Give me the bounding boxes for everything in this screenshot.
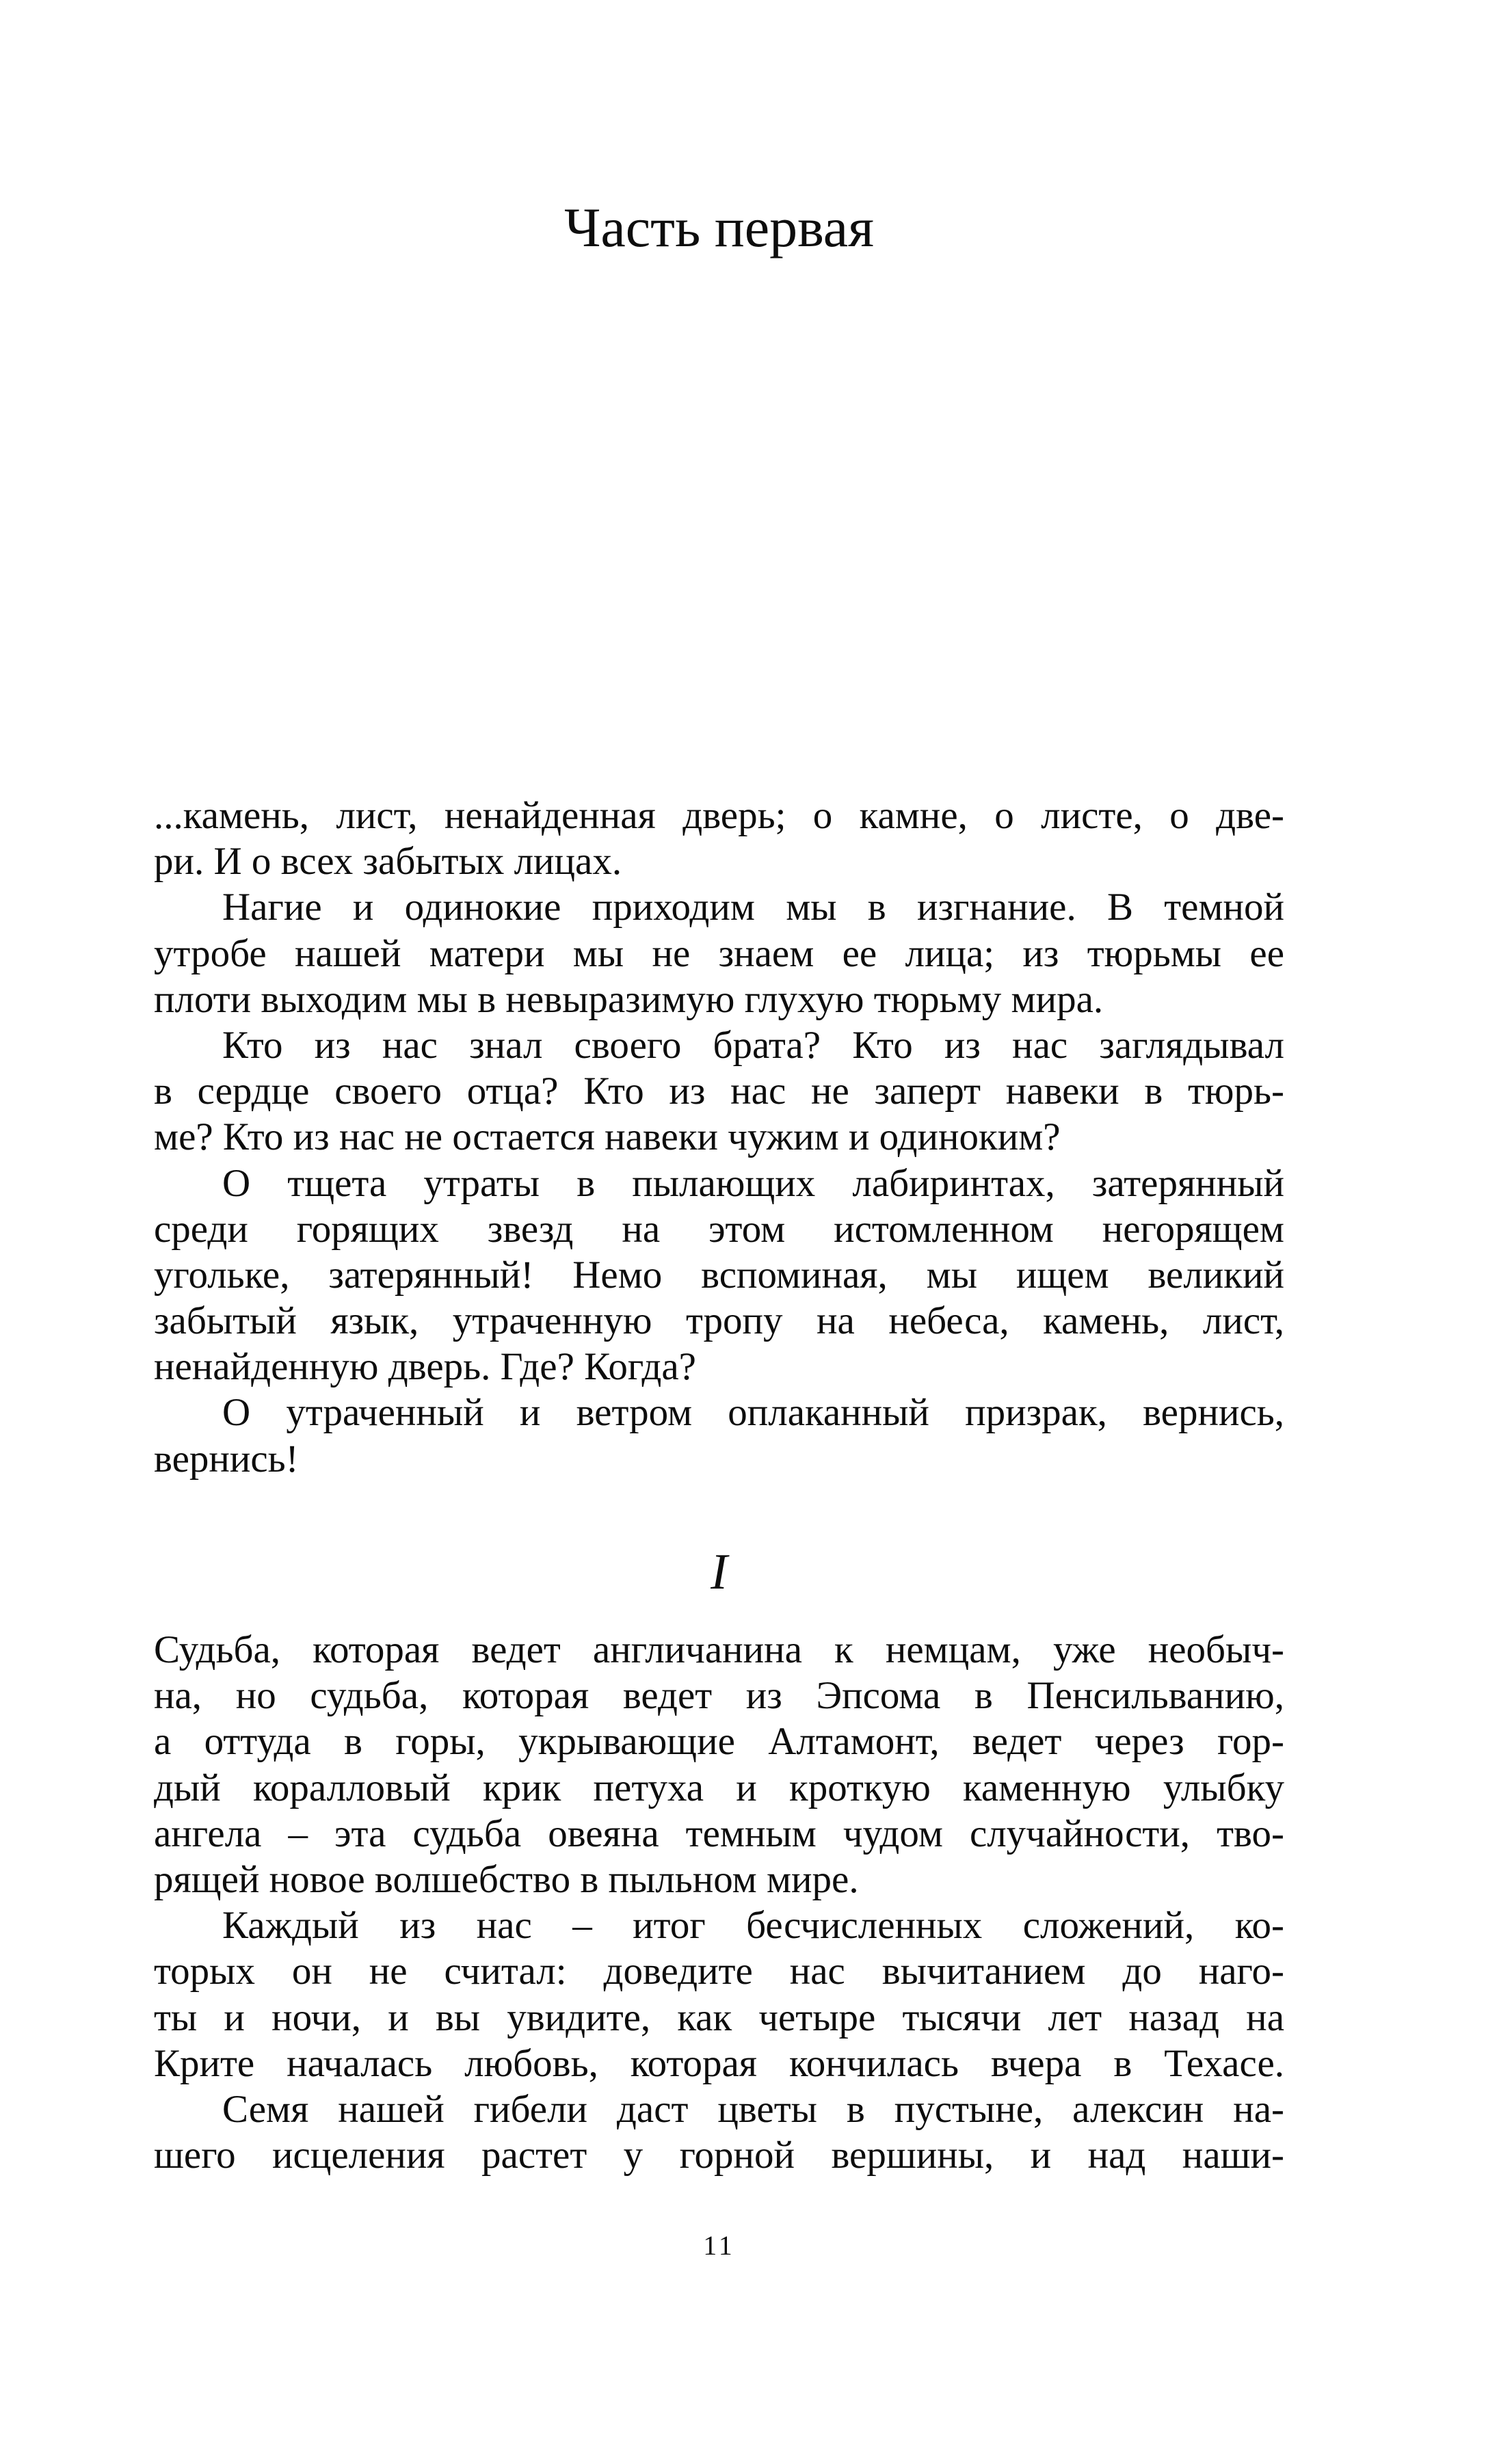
text-line: рящей новое волшебство в пыльном мире. [154, 1857, 859, 1901]
text-line: ты и ночи, и вы увидите, как четыре тысячи лет назад на [154, 1995, 1284, 2039]
text-line: шего исцеления растет у горной вершины, и над наши- [154, 2134, 1284, 2177]
paragraph [154, 2086, 1284, 2178]
text-line: плоти выходим мы в невыразимую глухую тюрьму мира. [154, 977, 1104, 1021]
epigraph-block [154, 793, 1284, 1482]
text-line: дый коралловый крик петуха и кроткую каменную улыбку [154, 1766, 1284, 1809]
section-heading: I [711, 1544, 728, 1600]
text-line: среди горящих звезд на этом истомленном негорящем [154, 1207, 1284, 1251]
text-line: забытый язык, утраченную тропу на небеса, камень, лист, [154, 1299, 1284, 1343]
text-line: угольке, затерянный! Немо вспоминая, мы ищем великий [154, 1253, 1284, 1297]
text-line: в сердце своего отца? Кто из нас не заперт навеки в тюрь- [154, 1070, 1284, 1113]
paragraph [154, 884, 1284, 1022]
paragraph [154, 1022, 1284, 1160]
text-line: утробе нашей матери мы не знаем ее лица; из тюрьмы ее [154, 931, 1284, 975]
paragraph [154, 1627, 1284, 1902]
text-line: вернись! [154, 1437, 299, 1481]
text-line: О утраченный и ветром оплаканный призрак, вернись, [222, 1391, 1284, 1435]
text-line: ...камень, лист, ненайденная дверь; о камне, о листе, о две- [154, 794, 1284, 837]
paragraph [154, 1160, 1284, 1390]
text-line: О тщета утраты в пылающих лабиринтах, затерянный [222, 1161, 1284, 1205]
page-number: 11 [703, 2230, 735, 2261]
text-line: Нагие и одинокие приходим мы в изгнание. В темной [222, 886, 1284, 929]
section-block [154, 1627, 1284, 2178]
text-line: ангела – эта судьба овеяна темным чудом случайности, тво- [154, 1811, 1284, 1855]
text-line: Семя нашей гибели даст цветы в пустыне, алексин на- [222, 2087, 1284, 2131]
text-line: Судьба, которая ведет англичанина к немцам, уже необыч- [154, 1628, 1284, 1671]
text-line: а оттуда в горы, укрывающие Алтамонт, ведет через гор- [154, 1720, 1284, 1764]
text-line: на, но судьба, которая ведет из Эпсома в Пенсильванию, [154, 1674, 1284, 1718]
paragraph [154, 1902, 1284, 2086]
text-line: ненайденную дверь. Где? Когда? [154, 1345, 696, 1389]
text-line: Крите началась любовь, которая кончилась вчера в Техасе. [154, 2041, 1284, 2085]
paragraph [154, 793, 1284, 884]
paragraph [154, 1390, 1284, 1481]
part-title: Часть первая [564, 196, 874, 258]
text-line: торых он не считал: доведите нас вычитанием до наго- [154, 1950, 1284, 1993]
text-line: ри. И о всех забытых лицах. [154, 840, 622, 884]
text-line: Каждый из нас – итог бесчисленных сложений, ко- [222, 1904, 1284, 1948]
text-line: ме? Кто из нас не остается навеки чужим и одиноким? [154, 1115, 1061, 1159]
text-line: Кто из нас знал своего брата? Кто из нас заглядывал [222, 1023, 1284, 1067]
